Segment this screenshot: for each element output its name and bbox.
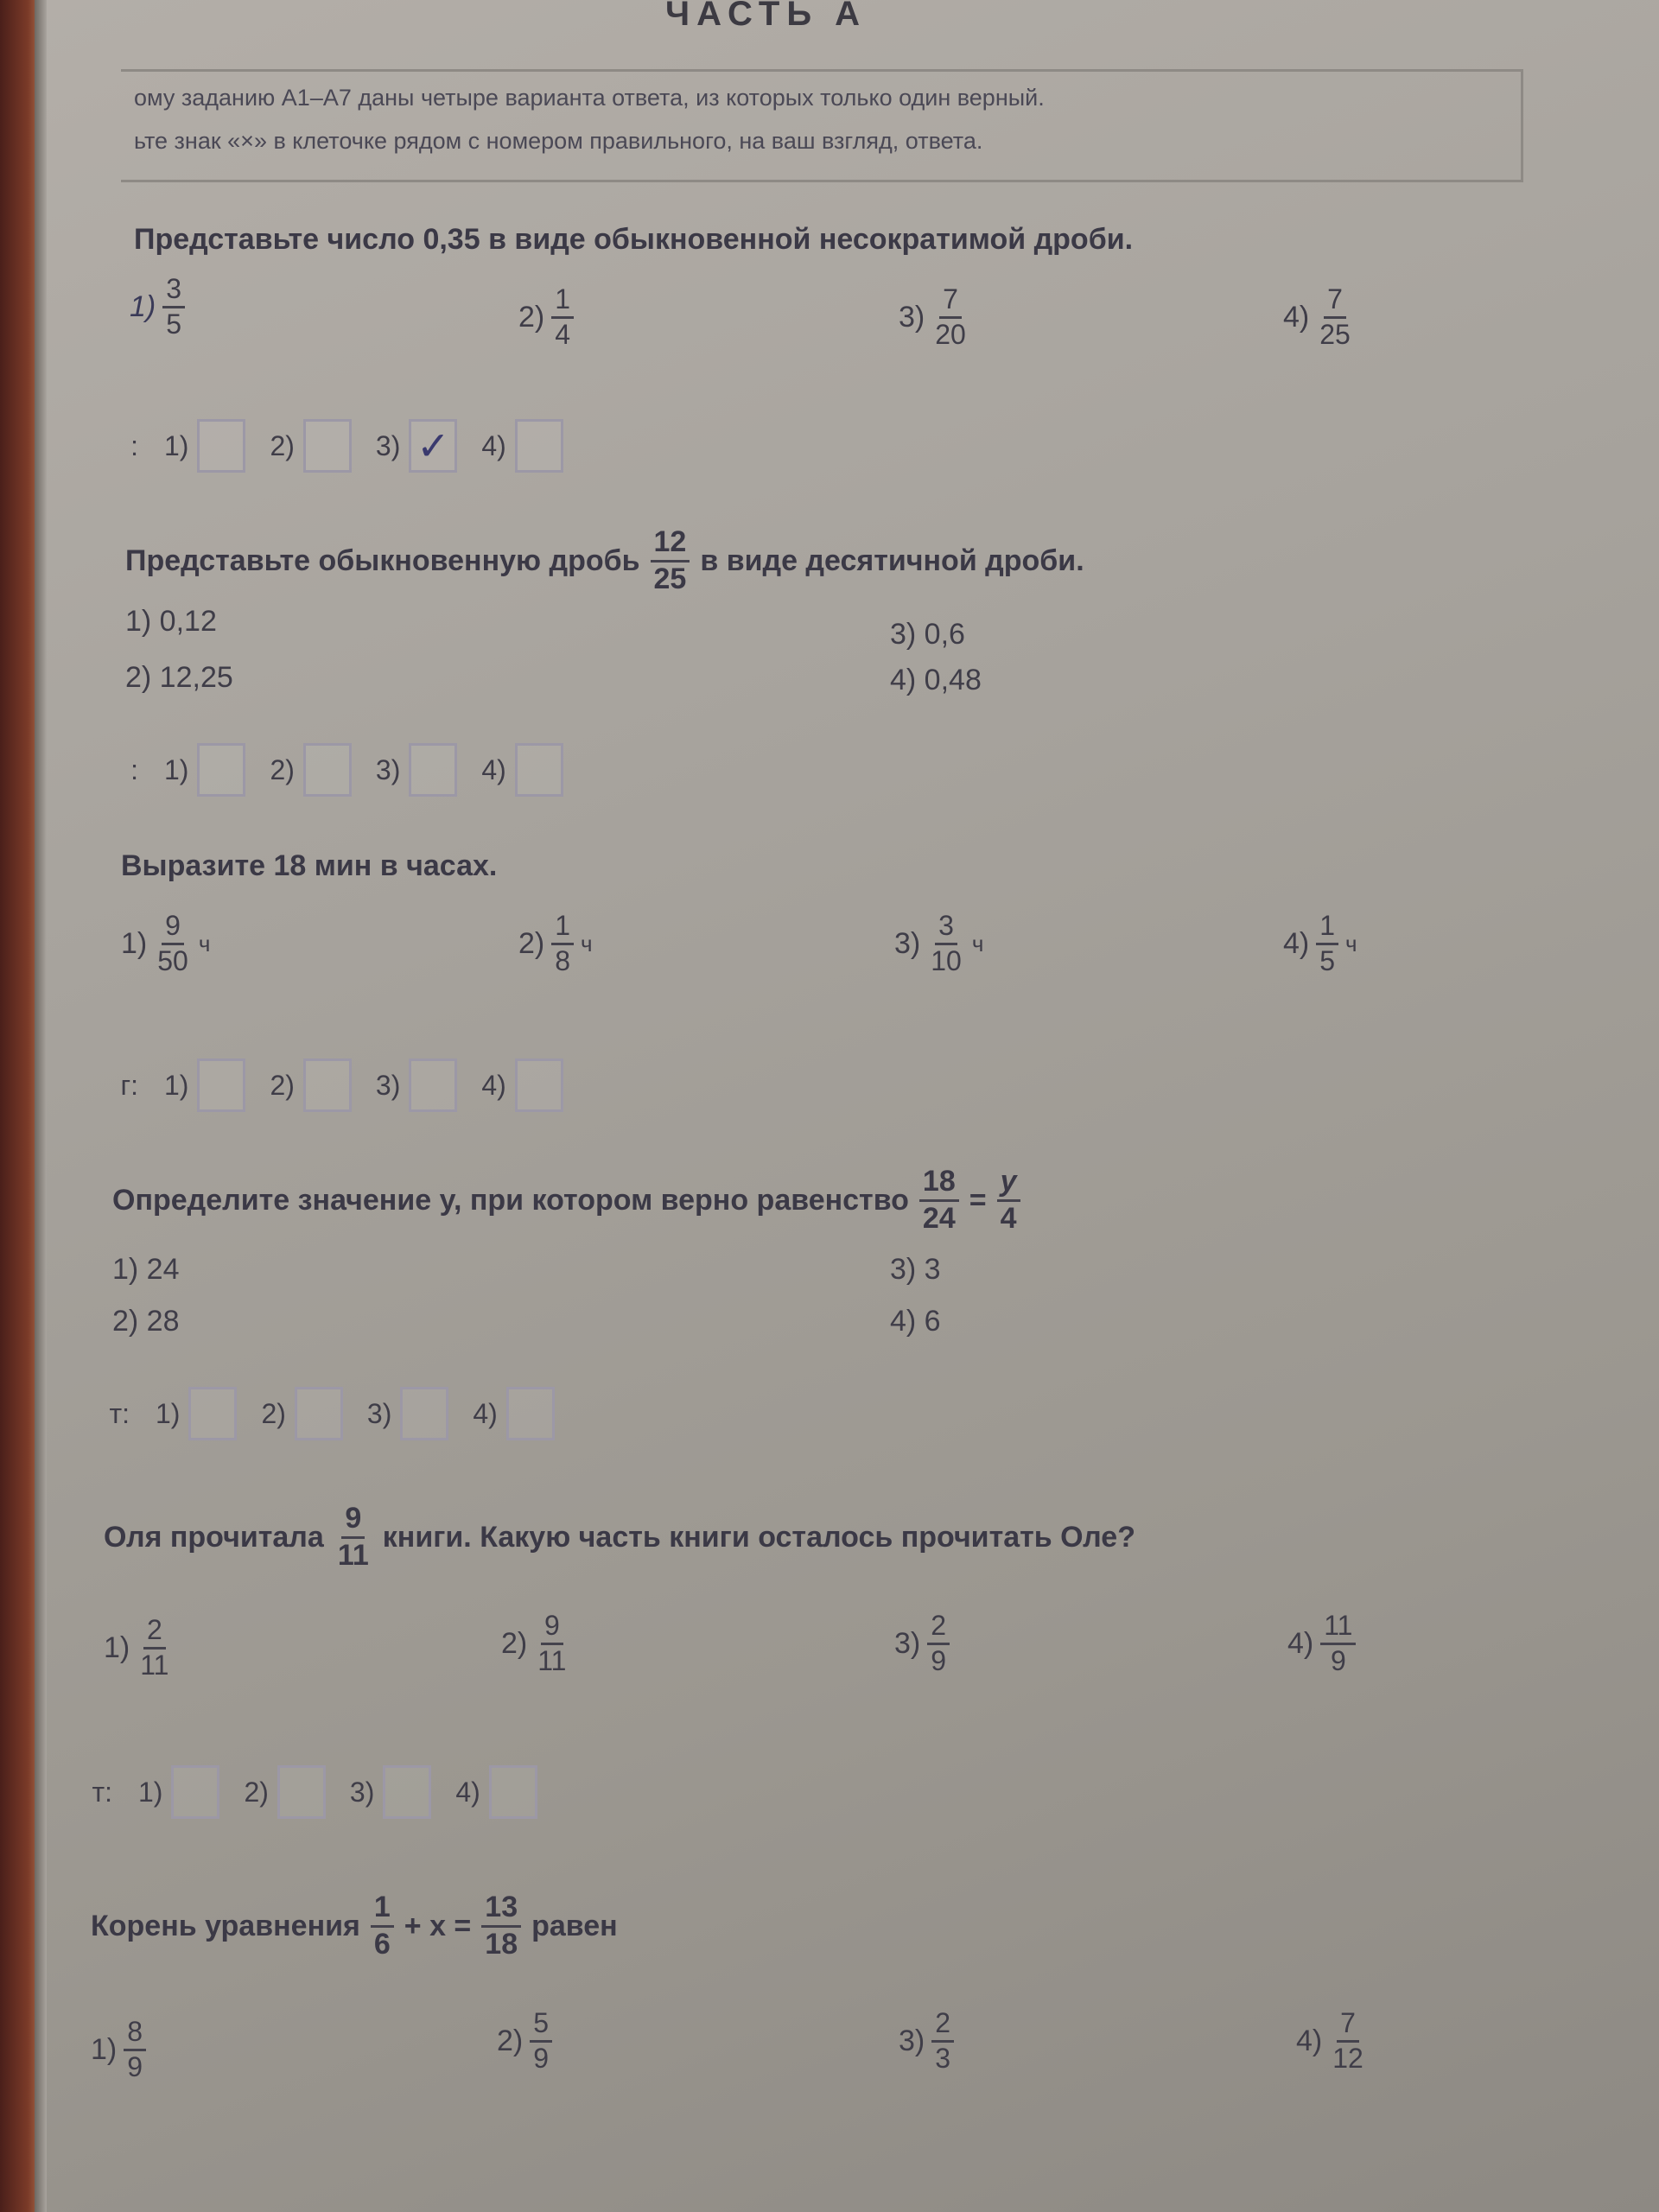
question-6-option-1: 1) $\frac{8}{9}$ [91,2018,146,2082]
answer-checkbox-1[interactable] [171,1765,219,1819]
fraction: $\frac{y}{4}$ [997,1166,1020,1234]
question-2-option-3: 3) 0,6 [890,618,965,651]
question-4-option-2: 2) 28 [112,1305,180,1338]
question-6-option-2: 2) $\frac{5}{9}$ [497,2009,552,2073]
part-title: ЧАСТЬ А [665,0,868,33]
fraction: $\frac{3}{10}$ [931,910,962,976]
answer-checkbox-2[interactable] [303,743,352,797]
checkmark-icon: ✓ [416,423,450,469]
question-1-option-1 [130,275,185,339]
page-edge [35,0,47,2212]
fraction: $\frac{1}{4}$ [551,285,574,349]
question-6-option-4: 4) $\frac{7}{12}$ [1296,2009,1367,2073]
fraction: $\frac{2}{9}$ [927,1611,950,1675]
fraction: $\frac{7}{25}$ [1319,283,1351,350]
question-3-option-1: 1) $\frac{9}{50}$ ч [121,910,211,976]
question-2-option-2: 2) 12,25 [125,661,233,694]
answer-checkbox-2[interactable] [277,1765,326,1819]
fraction: $\frac{9}{11}$ [537,1610,567,1676]
fraction: $\frac{2}{3}$ [931,2009,954,2073]
question-4-answer-row: т: 1) 2) 3) 4) [86,1387,570,1440]
fraction: $\frac{3}{5}$ [162,275,185,339]
answer-checkbox-1[interactable] [197,419,245,473]
question-3-option-2: 2) $\frac{1}{8}$ ч [518,910,593,976]
fraction: $\frac{11}{9}$ [1320,1611,1356,1675]
answer-checkbox-4[interactable] [515,1058,563,1112]
question-5-answer-row: т: 1) 2) 3) 4) [69,1765,553,1819]
question-2-option-1: 1) 0,12 [125,605,217,638]
fraction: $\frac{9}{11}$ [337,1502,369,1572]
question-6-text: Корень уравнения $\frac{1}{6}$ + x = $\frac{13}{18}$ равен [91,1891,618,1961]
instruction-line-2: ьте знак «×» в клеточке рядом с номером правильного, на ваш взгляд, ответа. [134,128,983,154]
answer-checkbox-3[interactable] [409,743,457,797]
answer-checkbox-3[interactable] [409,419,457,473]
fraction: $\frac{7}{20}$ [935,283,966,350]
fraction: $\frac{9}{50}$ [157,910,188,976]
answer-checkbox-4[interactable] [489,1765,537,1819]
question-5-option-4: 4) $\frac{11}{9}$ [1287,1611,1356,1675]
instruction-line-1: ому заданию А1–А7 даны четыре варианта ответа, из которых только один верный. [134,85,1045,111]
question-1-option-4: 4) $\frac{7}{25}$ [1283,285,1354,349]
answer-checkbox-4[interactable] [515,419,563,473]
question-3-option-4: 4) $\frac{1}{5}$ ч [1283,910,1357,976]
fraction: $\frac{2}{11}$ [140,1614,169,1681]
question-4-option-4: 4) 6 [890,1305,941,1338]
answer-checkbox-3[interactable] [383,1765,431,1819]
fraction: $\frac{5}{9}$ [530,2009,552,2073]
answer-checkbox-3[interactable] [400,1387,448,1440]
question-1-option-2: 2) $\frac{1}{4}$ [518,285,574,349]
question-1-text: Представьте число 0,35 в виде обыкновенной несократимой дроби. [134,223,1134,256]
question-2-option-4: 4) 0,48 [890,664,982,696]
fraction: $\frac{8}{9}$ [124,2018,146,2082]
answer-checkbox-2[interactable] [303,419,352,473]
question-3-option-3: 3) $\frac{3}{10}$ ч [894,910,984,976]
question-5-text: Оля прочитала $\frac{9}{11}$ книги. Какую часть книги осталось прочитать Оле? [104,1502,1135,1572]
question-5-option-1: 1) $\frac{2}{11}$ [104,1616,172,1680]
question-1-option-3: 3) $\frac{7}{20}$ [899,285,969,349]
answer-checkbox-4[interactable] [515,743,563,797]
question-4-option-3: 3) 3 [890,1253,941,1286]
question-4-text: Определите значение y, при котором верно равенство $\frac{18}{24}$ = $\frac{y}{4}$ [112,1166,1020,1234]
answer-checkbox-4[interactable] [506,1387,555,1440]
answer-checkbox-2[interactable] [303,1058,352,1112]
question-6-option-3: 3) $\frac{2}{3}$ [899,2009,954,2073]
answer-checkbox-3[interactable] [409,1058,457,1112]
fraction: $\frac{1}{5}$ [1316,912,1338,976]
answer-checkbox-1[interactable] [188,1387,237,1440]
option-label: 1) [130,289,156,323]
question-2-text: Представьте обыкновенную дробь $\frac{12}{25}$ в виде десятичной дроби. [125,525,1084,595]
question-3-answer-row: г: 1) 2) 3) 4) [95,1058,579,1112]
question-1-answer-row: : 1) 2) 3) ✓ 4) [95,419,579,473]
question-5-option-2: 2) $\frac{9}{11}$ [501,1611,569,1675]
fraction: $\frac{12}{25}$ [651,527,690,594]
question-4-option-1: 1) 24 [112,1253,180,1286]
fraction: $\frac{13}{18}$ [481,1892,521,1960]
question-5-option-3: 3) $\frac{2}{9}$ [894,1611,950,1675]
fraction: $\frac{1}{8}$ [551,912,574,976]
fraction: $\frac{7}{12}$ [1332,2007,1363,2074]
answer-checkbox-1[interactable] [197,1058,245,1112]
question-2-answer-row: : 1) 2) 3) 4) [95,743,579,797]
fraction: $\frac{1}{6}$ [371,1892,394,1960]
answer-checkbox-2[interactable] [295,1387,343,1440]
fraction: $\frac{18}{24}$ [919,1166,959,1234]
question-3-text: Выразите 18 мин в часах. [121,849,498,882]
answer-checkbox-1[interactable] [197,743,245,797]
